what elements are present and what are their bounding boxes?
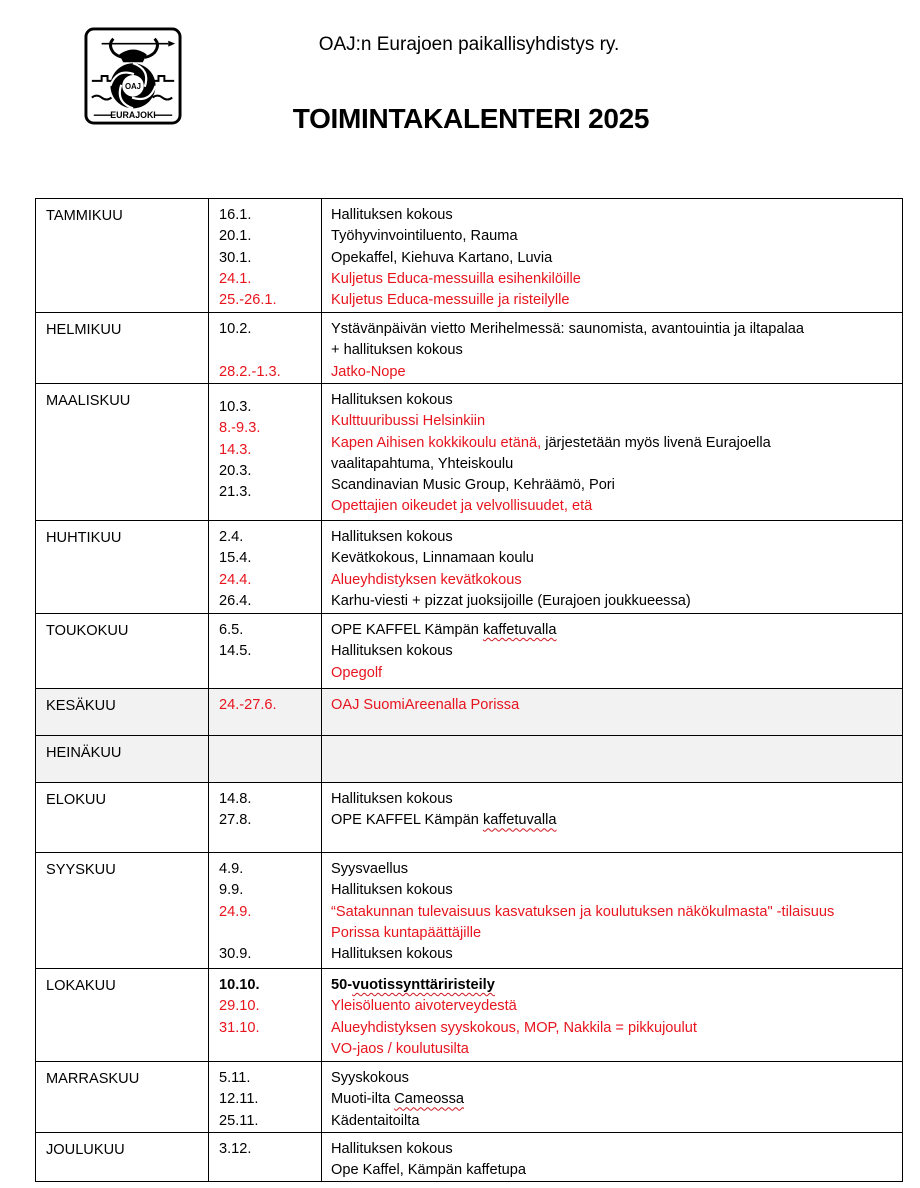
event-text: Jatko-Nope [331,363,406,380]
dates-list [209,199,321,311]
dates-cell [209,853,322,969]
events-list [322,521,902,612]
event-description [322,205,902,226]
event-date: 26.4. [219,592,252,609]
events-list [322,384,902,518]
events-list [322,614,902,684]
event-date: 14.5. [219,643,252,660]
month-name: ELOKUU [36,783,209,853]
events-cell [322,853,903,969]
dates-list [209,521,321,612]
calendar-row-tammikuu [36,199,903,313]
event-text: Hallituksen kokous [331,207,453,223]
event-date: 5.11. [219,1070,251,1086]
event-text: OPE KAFFEL Kämpän [331,622,483,638]
event-description [322,641,902,662]
event-description [322,1018,902,1039]
dates-list [209,1133,321,1160]
event-text: Opettajien oikeudet ja velvollisuudet, etä [331,498,593,515]
event-text: + hallituksen kokous [331,342,463,359]
event-text: Kapen Aihisen kokkikoulu etänä, [331,434,542,451]
event-description [322,1111,902,1132]
event-description [322,496,902,517]
event-date: 30.9. [219,946,252,963]
dates-cell [209,736,322,783]
month-name: SYYSKUU [36,853,209,969]
events-list [322,313,902,383]
event-date: 20.1. [219,228,252,245]
month-name: KESÄKUU [36,689,209,736]
month-name: JOULUKUU [36,1132,209,1182]
calendar-row-helmikuu [36,313,903,384]
event-description [322,1068,902,1089]
events-list [322,736,902,742]
events-cell [322,783,903,853]
event-text: Yleisöluento aivoterveydestä [331,998,517,1015]
svg-text:EURAJOKI: EURAJOKI [110,110,156,121]
event-text: Hallituksen kokous [331,882,453,899]
event-description [322,548,902,569]
month-name: HEINÄKUU [36,736,209,783]
events-cell [322,521,903,614]
month-name: MARRASKUU [36,1062,209,1133]
event-description [322,975,902,996]
event-text: vaalitapahtuma, Yhteiskoulu [331,455,514,472]
event-description [322,411,902,432]
calendar-row-toukokuu [36,614,903,689]
dates-cell [209,313,322,384]
event-date: 27.8. [219,812,252,829]
event-description [322,362,902,383]
event-text: Hallituksen kokous [331,529,453,545]
event-text: Hallituksen kokous [331,1140,453,1157]
event-text: Kuljetus Educa-messuille ja risteilylle [331,292,570,309]
event-description [322,880,902,901]
events-list [322,1133,902,1182]
event-date: 16.1. [219,207,252,223]
calendar-row-huhtikuu [36,521,903,614]
event-text: Kevätkokous, Linnamaan koulu [331,550,534,567]
dates-cell [209,199,322,313]
event-date: 24.4. [219,571,252,588]
calendar-row-maaliskuu [36,384,903,521]
calendar-row-joulukuu [36,1132,903,1182]
calendar-row-elokuu [36,783,903,853]
event-description [322,1039,902,1060]
event-text: Ystävänpäivän vietto Merihelmessä: saunomista, avantouintia ja iltapalaa [331,321,804,337]
events-list [322,689,902,716]
calendar-row-syyskuu [36,853,903,969]
event-date: 31.10. [219,1019,260,1036]
event-date: 9.9. [219,882,244,899]
events-list [322,199,902,311]
event-text: Syyskokous [331,1070,409,1086]
events-cell [322,689,903,736]
event-date: 25.-26.1. [219,292,277,309]
event-description [322,810,902,831]
event-text-suffix: järjestetään myös livenä Eurajoella [541,434,771,451]
events-list [322,969,902,1060]
event-text: Alueyhdistyksen syyskokous, MOP, Nakkila = pikkujoulut [331,1019,697,1036]
dates-cell [209,521,322,614]
event-description [322,620,902,641]
event-text: Ope Kaffel, Kämpän kaffetupa [331,1162,526,1179]
event-date: 14.8. [219,791,252,807]
event-text: OPE KAFFEL Kämpän [331,812,483,829]
dates-cell [209,783,322,853]
event-text: 50- [331,977,353,993]
event-description [322,1139,902,1160]
events-list [322,783,902,832]
event-text: Scandinavian Music Group, Kehräämö, Pori [331,477,615,494]
dates-list [209,1062,321,1132]
spellcheck-underlined-word: kaffetuvalla [482,622,557,638]
event-date: 14.3. [219,441,252,458]
event-description [322,527,902,548]
dates-list [209,689,321,716]
event-date: 29.10. [219,998,260,1015]
event-date: 28.2.-1.3. [219,363,281,380]
svg-text:OAJ: OAJ [124,82,142,92]
dates-cell [209,1062,322,1133]
event-description [322,695,902,716]
event-text: Hallituksen kokous [331,392,453,408]
dates-list [209,783,321,832]
event-date: 12.11. [219,1091,259,1108]
event-date: 25.11. [219,1112,259,1129]
event-description [322,1160,902,1181]
month-name: LOKAKUU [36,969,209,1062]
event-description [322,1089,902,1110]
event-description [322,390,902,411]
event-description [322,226,902,247]
event-date [209,923,321,944]
event-date: 15.4. [219,550,252,567]
event-date: 10.3. [219,399,252,415]
event-date [209,340,321,361]
event-text: Hallituksen kokous [331,791,453,807]
month-name: HELMIKUU [36,313,209,384]
event-text: Porissa kuntapäättäjille [331,924,482,941]
event-text: Karhu-viesti + pizzat juoksijoille (Eurajoen joukkueessa) [331,592,691,609]
events-cell [322,199,903,313]
event-description [322,340,902,361]
month-name: MAALISKUU [36,384,209,521]
event-date: 20.3. [219,462,252,479]
event-description [322,663,902,684]
event-description [322,269,902,290]
event-date: 10.10. [219,977,260,993]
event-text: “Satakunnan tulevaisuus kasvatuksen ja koulutuksen näkökulmasta" -tilaisuus [331,903,835,920]
event-date: 21.3. [219,484,252,501]
event-description [322,454,902,475]
event-description [322,902,902,923]
event-text: Hallituksen kokous [331,643,453,660]
dates-list [209,384,321,503]
event-description [322,789,902,810]
calendar-row-kesäkuu [36,689,903,736]
dates-list [209,969,321,1039]
dates-cell [209,1132,322,1182]
event-description [322,859,902,880]
event-date: 24.-27.6. [219,697,277,713]
calendar-row-heinäkuu [36,736,903,783]
events-cell [322,313,903,384]
event-description [322,433,902,454]
events-cell [322,736,903,783]
event-text: Kädentaitoilta [331,1112,420,1129]
calendar-row-lokakuu [36,969,903,1062]
event-date: 8.-9.3. [219,420,261,437]
event-description [322,475,902,496]
event-text: Alueyhdistyksen kevätkokous [331,571,522,588]
event-date: 2.4. [219,529,244,545]
event-text: Kuljetus Educa-messuilla esihenkilöille [331,270,581,287]
event-date: 4.9. [219,861,244,877]
events-cell [322,1062,903,1133]
event-description [322,319,902,340]
event-text: Opegolf [331,664,383,681]
dates-cell [209,969,322,1062]
spellcheck-underlined-word: Cameossa [394,1091,465,1108]
events-cell [322,614,903,689]
dates-list [209,736,321,742]
organization-name: OAJ:n Eurajoen paikallisyhdistys ry. [318,34,620,55]
event-text: OAJ SuomiAreenalla Porissa [331,697,520,713]
event-text: Työhyvinvointiluento, Rauma [331,228,518,245]
event-text: Hallituksen kokous [331,946,453,963]
spellcheck-underlined-word: kaffetuvalla [482,812,557,829]
event-date: 24.9. [219,903,252,920]
event-description [322,591,902,612]
event-text: VO-jaos / koulutusilta [331,1040,469,1057]
event-description [322,996,902,1017]
event-description [322,248,902,269]
events-list [322,853,902,965]
month-name: HUHTIKUU [36,521,209,614]
events-cell [322,969,903,1062]
dates-list [209,614,321,663]
calendar-row-marraskuu [36,1062,903,1133]
event-date: 10.2. [219,321,252,337]
events-cell [322,1132,903,1182]
month-name: TAMMIKUU [36,199,209,313]
events-list [322,1062,902,1132]
dates-list [209,853,321,965]
event-text: Syysvaellus [331,861,409,877]
event-text: Muoti-ilta [331,1091,395,1108]
event-description [322,290,902,311]
event-description [322,944,902,965]
event-description [322,923,902,944]
event-date: 6.5. [219,622,244,638]
dates-cell [209,689,322,736]
event-date: 30.1. [219,249,252,266]
dates-list [209,313,321,383]
events-cell [322,384,903,521]
event-text: Opekaffel, Kiehuva Kartano, Luvia [331,249,553,266]
event-description [322,570,902,591]
spellcheck-underlined-word: vuotissynttäriristeily [352,977,495,993]
page-title: TOIMINTAKALENTERI 2025 [292,103,650,134]
activity-calendar-table [35,198,903,1182]
dates-cell [209,614,322,689]
month-name: TOUKOKUU [36,614,209,689]
event-date: 3.12. [219,1140,252,1157]
event-text: Kulttuuribussi Helsinkiin [331,413,486,430]
event-date: 24.1. [219,270,252,287]
dates-cell [209,384,322,521]
